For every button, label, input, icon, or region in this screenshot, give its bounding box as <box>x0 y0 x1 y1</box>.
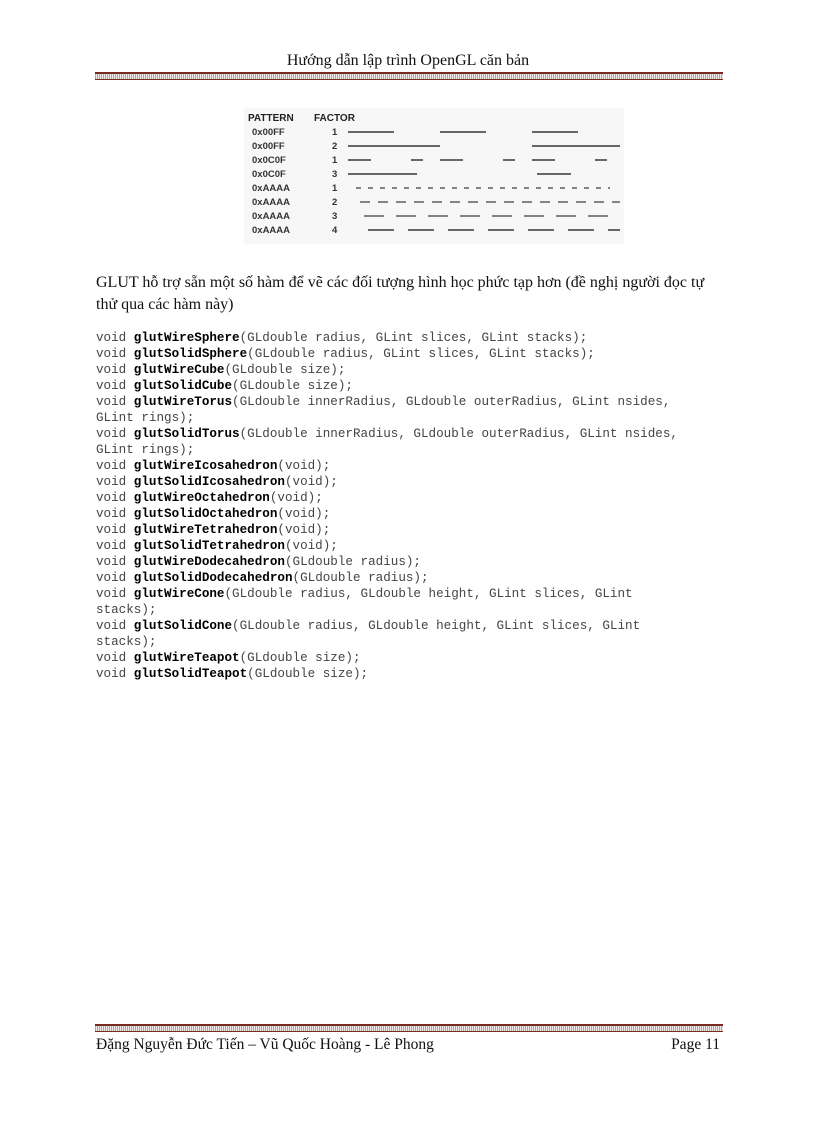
function-name: glutWireTorus <box>133 395 233 409</box>
factor-value: 3 <box>332 169 338 180</box>
factor-value: 3 <box>332 211 338 222</box>
code-line <box>96 586 736 602</box>
code-line <box>96 394 736 410</box>
pattern-value: 0x0C0F <box>252 155 286 166</box>
footer-authors: Đặng Nguyễn Đức Tiến – Vũ Quốc Hoàng - Lê Phong <box>96 1036 434 1053</box>
intro-paragraph: GLUT hỗ trợ sẵn một số hàm để vẽ các đối tượng hình học phức tạp hơn (đề nghị người đọc tự thử qua các hàm này) <box>96 274 705 313</box>
code-block <box>96 330 736 682</box>
pattern-value: 0xAAAA <box>252 211 291 222</box>
code-signature: (GLdouble size); <box>247 667 369 681</box>
code-signature: (GLdouble radius); <box>284 555 421 569</box>
code-signature: (GLdouble radius, GLdouble height, GLint slices, GLint <box>224 587 633 601</box>
code-line <box>96 522 736 538</box>
code-line <box>96 634 736 650</box>
code-prefix: void <box>96 523 134 537</box>
code-line <box>96 538 736 554</box>
code-prefix: void <box>96 347 134 361</box>
code-prefix: void <box>96 363 134 377</box>
code-signature: (GLdouble radius); <box>292 571 429 585</box>
factor-value: 1 <box>332 155 338 166</box>
code-prefix: stacks); <box>96 635 157 649</box>
function-name: glutWireCone <box>133 587 225 601</box>
function-name: glutWireTeapot <box>133 651 240 665</box>
function-name: glutWireCube <box>133 363 225 377</box>
code-line <box>96 442 736 458</box>
code-signature: (GLdouble innerRadius, GLdouble outerRadius, GLint nsides, <box>239 427 678 441</box>
function-name: glutSolidTeapot <box>133 667 248 681</box>
code-line <box>96 490 736 506</box>
function-name: glutWireOctahedron <box>133 491 270 505</box>
code-prefix: void <box>96 539 134 553</box>
figure-background <box>244 108 624 244</box>
factor-value: 4 <box>332 225 338 236</box>
code-signature: (GLdouble size); <box>239 651 361 665</box>
code-line <box>96 378 736 394</box>
pattern-value: 0xAAAA <box>252 225 291 236</box>
code-prefix: stacks); <box>96 603 157 617</box>
code-line <box>96 474 736 490</box>
pattern-value: 0x00FF <box>252 141 285 152</box>
function-name: glutSolidTetrahedron <box>133 539 285 553</box>
factor-value: 1 <box>332 127 338 138</box>
code-prefix: void <box>96 507 134 521</box>
code-signature: (GLdouble radius, GLint slices, GLint stacks); <box>239 331 588 345</box>
code-prefix: GLint rings); <box>96 443 195 457</box>
header-divider <box>95 72 723 80</box>
code-prefix: void <box>96 459 134 473</box>
code-line <box>96 330 736 346</box>
code-signature: (GLdouble radius, GLdouble height, GLint slices, GLint <box>232 619 641 633</box>
code-prefix: void <box>96 379 134 393</box>
code-prefix: void <box>96 651 134 665</box>
code-signature: (void); <box>277 523 331 537</box>
code-prefix: void <box>96 667 134 681</box>
page-number: Page 11 <box>671 1036 720 1053</box>
code-prefix: void <box>96 555 134 569</box>
code-prefix: void <box>96 491 134 505</box>
header-pattern: PATTERN <box>248 113 294 124</box>
code-prefix: void <box>96 571 134 585</box>
code-signature: (void); <box>284 475 338 489</box>
function-name: glutWireSphere <box>133 331 240 345</box>
code-signature: (void); <box>269 491 323 505</box>
factor-value: 2 <box>332 141 338 152</box>
code-prefix: GLint rings); <box>96 411 195 425</box>
code-signature: (void); <box>277 459 331 473</box>
code-prefix: void <box>96 395 134 409</box>
code-line <box>96 426 736 442</box>
code-line <box>96 618 736 634</box>
code-signature: (void); <box>277 507 331 521</box>
function-name: glutSolidDodecahedron <box>133 571 293 585</box>
function-name: glutSolidOctahedron <box>133 507 278 521</box>
factor-value: 2 <box>332 197 338 208</box>
code-line <box>96 346 736 362</box>
factor-value: 1 <box>332 183 338 194</box>
footer-divider <box>95 1024 723 1032</box>
code-line <box>96 602 736 618</box>
code-prefix: void <box>96 619 134 633</box>
pattern-value: 0xAAAA <box>252 197 291 208</box>
code-signature: (GLdouble size); <box>232 379 353 393</box>
header-factor: FACTOR <box>314 113 355 124</box>
function-name: glutSolidCube <box>133 379 233 393</box>
pattern-value: 0x00FF <box>252 127 285 138</box>
code-signature: (GLdouble radius, GLint slices, GLint stacks); <box>247 347 595 361</box>
function-name: glutWireTetrahedron <box>133 523 278 537</box>
page-header-title: Hướng dẫn lập trình OpenGL căn bản <box>286 52 530 69</box>
function-name: glutSolidSphere <box>133 347 248 361</box>
code-prefix: void <box>96 475 134 489</box>
code-prefix: void <box>96 587 134 601</box>
pattern-value: 0x0C0F <box>252 169 286 180</box>
function-name: glutWireDodecahedron <box>133 555 285 569</box>
code-line <box>96 362 736 378</box>
code-prefix: void <box>96 331 134 345</box>
function-name: glutSolidCone <box>133 619 233 633</box>
code-line <box>96 650 736 666</box>
function-name: glutSolidIcosahedron <box>133 475 285 489</box>
code-signature: (GLdouble size); <box>224 363 346 377</box>
line-stipple-pattern-figure <box>244 108 624 244</box>
code-prefix: void <box>96 427 134 441</box>
code-signature: (GLdouble innerRadius, GLdouble outerRadius, GLint nsides, <box>232 395 671 409</box>
pattern-value: 0xAAAA <box>252 183 291 194</box>
code-line <box>96 554 736 570</box>
code-line <box>96 570 736 586</box>
code-signature: (void); <box>284 539 338 553</box>
code-line <box>96 458 736 474</box>
code-line <box>96 666 736 682</box>
function-name: glutWireIcosahedron <box>133 459 278 473</box>
code-line <box>96 410 736 426</box>
function-name: glutSolidTorus <box>133 427 240 441</box>
code-line <box>96 506 736 522</box>
